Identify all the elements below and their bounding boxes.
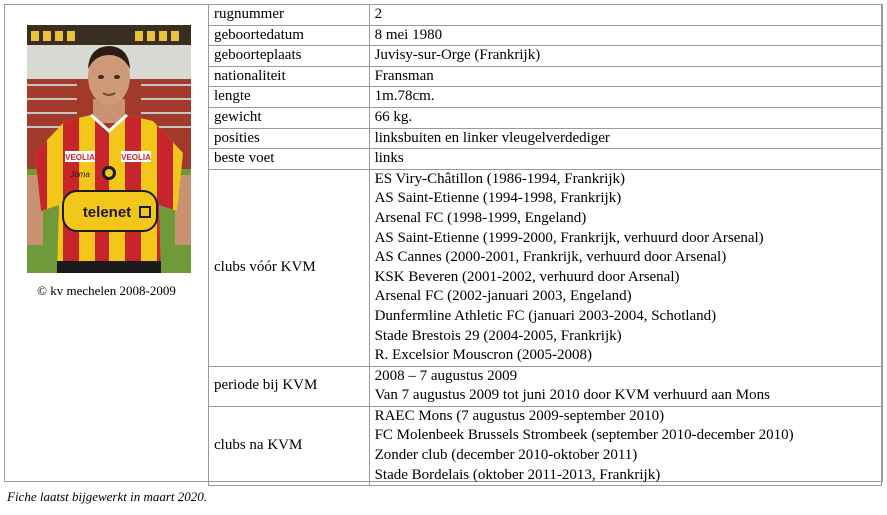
info-row [209, 25, 882, 46]
info-value-line: 8 mei 1980 [374, 26, 443, 43]
info-value-line: Arsenal FC (2002-januari 2003, Engeland) [374, 288, 632, 305]
info-value [369, 5, 881, 26]
info-label: geboorteplaats [209, 46, 370, 67]
info-value-line: links [374, 150, 404, 167]
player-info-table [208, 4, 882, 486]
photo-caption: © kv mechelen 2008-2009 [37, 283, 176, 298]
info-row [209, 366, 882, 406]
info-row [209, 46, 882, 67]
info-label: posities [209, 128, 370, 149]
chest-sponsor-left: VEOLIA [65, 153, 95, 162]
info-value-line: ES Viry-Châtillon (1986-1994, Frankrijk) [374, 170, 626, 187]
info-label: clubs na KVM [209, 406, 370, 485]
photo-cell [5, 5, 208, 481]
info-value [369, 66, 881, 87]
info-value [369, 107, 881, 128]
info-value [369, 169, 881, 366]
player-photo [27, 25, 191, 273]
chest-sponsor-right: VEOLIA [121, 153, 151, 162]
info-row [209, 87, 882, 108]
info-value-line: linksbuiten en linker vleugelverdediger [374, 129, 610, 146]
info-label: rugnummer [209, 5, 370, 26]
info-value [369, 128, 881, 149]
player-fiche [4, 4, 883, 482]
info-label: clubs vóór KVM [209, 169, 370, 366]
info-value [369, 87, 881, 108]
info-value-line: Juvisy-sur-Orge (Frankrijk) [374, 47, 541, 64]
info-label: geboortedatum [209, 25, 370, 46]
info-value-line: 2008 – 7 augustus 2009 [374, 367, 518, 384]
info-row [209, 406, 882, 485]
info-value-line: R. Excelsior Mouscron (2005-2008) [374, 347, 593, 364]
kit-brand: Joma [70, 170, 90, 179]
info-value-line: Van 7 augustus 2009 tot juni 2010 door KVM verhuurd aan Mons [374, 387, 770, 404]
info-label: nationaliteit [209, 66, 370, 87]
info-value-line: KSK Beveren (2001-2002, verhuurd door Arsenal) [374, 268, 680, 285]
info-label: beste voet [209, 149, 370, 170]
info-value-line: AS Cannes (2000-2001, Frankrijk, verhuurd door Arsenal) [374, 249, 727, 266]
info-value-line: 66 kg. [374, 108, 413, 125]
info-label: lengte [209, 87, 370, 108]
info-value-line: Zonder club (december 2010-oktober 2011) [374, 447, 638, 464]
info-value-line: 2 [374, 6, 383, 22]
footnote: Fiche laatst bijgewerkt in maart 2020. [7, 489, 208, 504]
info-row [209, 5, 882, 26]
info-value [369, 149, 881, 170]
info-value-line: Arsenal FC (1998-1999, Engeland) [374, 209, 587, 226]
info-value-line: Dunfermline Athletic FC (januari 2003-2004, Schotland) [374, 307, 717, 324]
info-row [209, 128, 882, 149]
info-row [209, 107, 882, 128]
info-value-line: AS Saint-Etienne (1994-1998, Frankrijk) [374, 190, 622, 207]
info-value-line: Fransman [374, 67, 434, 84]
info-value-line: FC Molenbeek Brussels Strombeek (september 2010-december 2010) [374, 427, 794, 444]
info-row [209, 66, 882, 87]
info-label: periode bij KVM [209, 366, 370, 406]
info-value-line: 1m.78cm. [374, 88, 435, 105]
info-value-line: AS Saint-Etienne (1999-2000, Frankrijk, verhuurd door Arsenal) [374, 229, 764, 246]
info-value-line: RAEC Mons (7 augustus 2009-september 2010) [374, 407, 665, 424]
shirt-sponsor: telenet [82, 204, 132, 221]
info-value [369, 46, 881, 67]
info-value-line: Stade Bordelais (oktober 2011-2013, Frankrijk) [374, 466, 661, 483]
info-value [369, 406, 881, 485]
info-row [209, 149, 882, 170]
player-photo-illustration [27, 25, 191, 273]
info-value-line: Stade Brestois 29 (2004-2005, Frankrijk) [374, 327, 622, 344]
info-value [369, 366, 881, 406]
info-value [369, 25, 881, 46]
info-row [209, 169, 882, 366]
info-label: gewicht [209, 107, 370, 128]
